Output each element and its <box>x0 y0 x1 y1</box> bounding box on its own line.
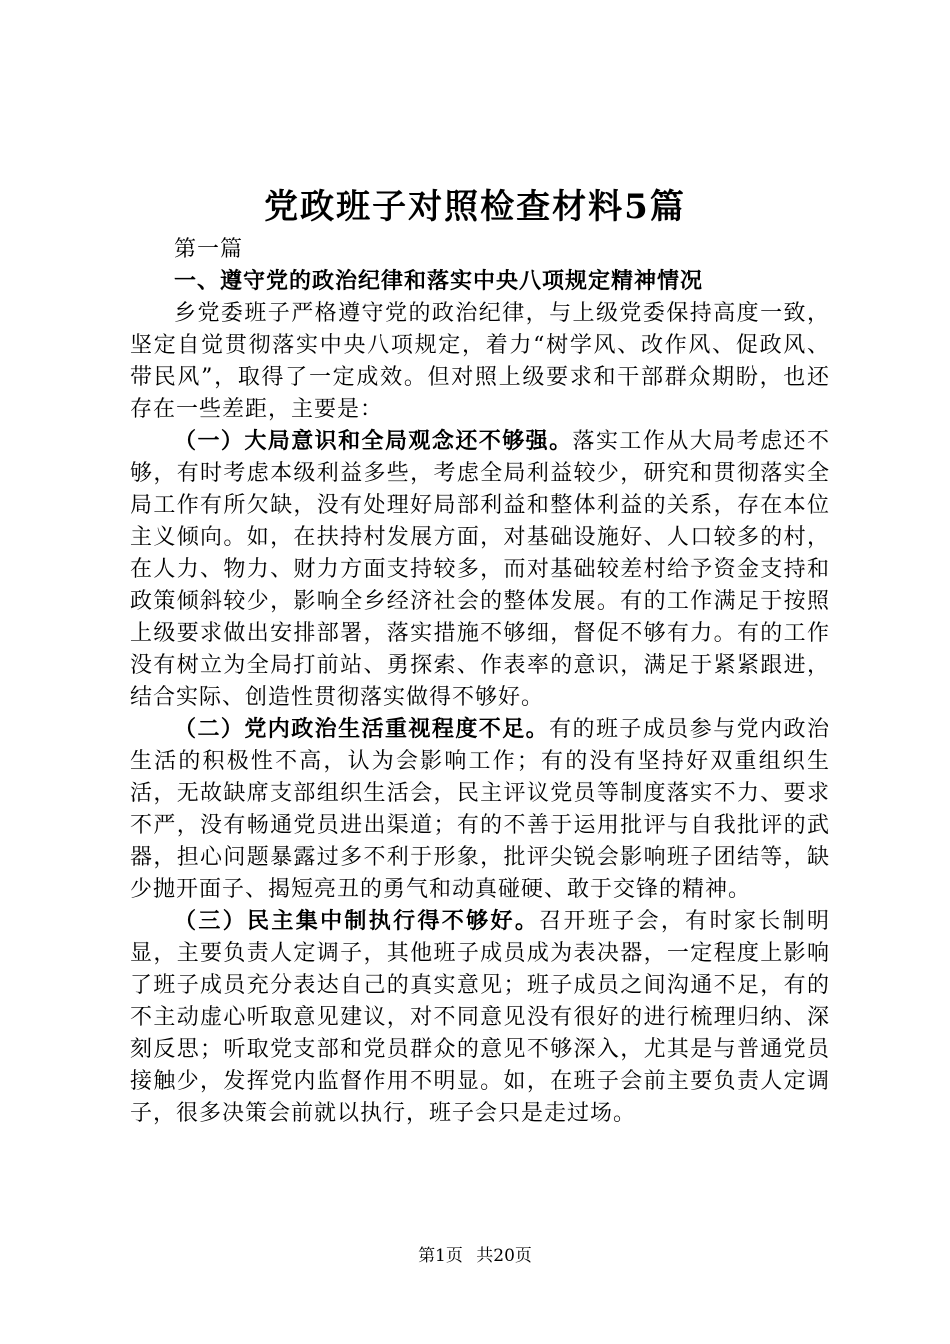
item-text: 召开班子会，有时家长制明显，主要负责人定调子，其他班子成员成为表决器，一定程度上影响了班子成员充分表达自己的真实意见；班子成员之间沟通不足，有的不主动虚心听取意见建议，对不同意见没有很好的进行梳理归纳、深刻反思；听取党支部和党员群众的意见不够深入，尤其是与普通党员接触少，发挥党内监督作用不明显。如，在班子会前主要负责人定调子，很多决策会前就以执行，班子会只是走过场。 <box>130 909 830 1126</box>
item-lead: （二）党内政治生活重视程度不足。 <box>174 717 550 742</box>
item-paragraph-1 <box>130 426 830 714</box>
intro-paragraph: 乡党委班子严格遵守党的政治纪律，与上级党委保持高度一致，坚定自觉贯彻落实中央八项规定，着力“树学风、改作风、促政风、带民风”，取得了一定成效。但对照上级要求和干部群众期盼，也还存在一些差距，主要是： <box>130 301 830 422</box>
section-heading: 一、遵守党的政治纪律和落实中央八项规定精神情况 <box>174 269 704 294</box>
item-paragraph-2 <box>130 714 830 906</box>
document-body <box>130 234 830 1130</box>
item-lead: （三）民主集中制执行得不够好。 <box>174 909 540 934</box>
section-label: 第一篇 <box>174 237 244 262</box>
page-total: 共20页 <box>476 1246 532 1266</box>
item-text: 有的班子成员参与党内政治生活的积极性不高，认为会影响工作；有的没有坚持好双重组织生活，无故缺席支部组织生活会，民主评议党员等制度落实不力、要求不严，没有畅通党员进出渠道；有的不善于运用批评与自我批评的武器，担心问题暴露过多不利于形象，批评尖锐会影响班子团结等，缺少抛开面子、揭短亮丑的勇气和动真碰硬、敢于交锋的精神。 <box>130 717 830 902</box>
item-paragraph-3 <box>130 906 830 1130</box>
page-footer <box>0 1244 950 1268</box>
document-title: 党政班子对照检查材料5篇 <box>264 187 686 227</box>
page-number: 第1页 <box>418 1246 463 1266</box>
item-lead: （一）大局意识和全局观念还不够强。 <box>174 429 573 454</box>
item-text: 落实工作从大局考虑还不够，有时考虑本级利益多些，考虑全局利益较少，研究和贯彻落实全局工作有所欠缺，没有处理好局部利益和整体利益的关系，存在本位主义倾向。如，在扶持村发展方面，对基础设施好、人口较多的村，在人力、物力、财力方面支持较多，而对基础较差村给予资金支持和政策倾斜较少，影响全乡经济社会的整体发展。有的工作满足于按照上级要求做出安排部署，落实措施不够细，督促不够有力。有的工作没有树立为全局打前站、勇探索、作表率的意识，满足于紧紧跟进，结合实际、创造性贯彻落实做得不够好。 <box>130 429 830 710</box>
